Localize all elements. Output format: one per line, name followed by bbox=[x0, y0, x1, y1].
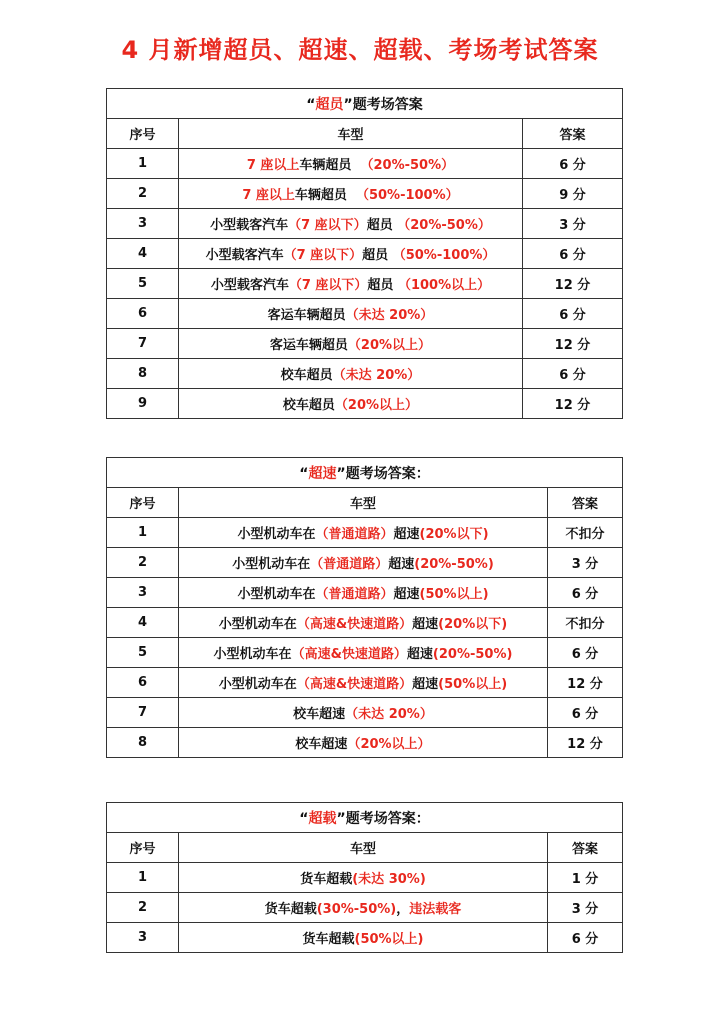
plain-text: 小型载客汽车 bbox=[210, 278, 289, 293]
row-number: 4 bbox=[107, 239, 179, 269]
plain-text: 校车超员 bbox=[280, 368, 333, 383]
vehicle-type bbox=[179, 548, 548, 578]
row-number: 4 bbox=[107, 608, 179, 638]
table-row bbox=[107, 518, 623, 548]
vehicle-type bbox=[179, 638, 548, 668]
row-number: 3 bbox=[107, 578, 179, 608]
vehicle-type bbox=[179, 269, 523, 299]
highlight-text: (未达 30%) bbox=[352, 872, 426, 887]
vehicle-type bbox=[179, 893, 548, 923]
row-number: 6 bbox=[107, 668, 179, 698]
vehicle-type bbox=[179, 389, 523, 419]
row-number: 8 bbox=[107, 359, 179, 389]
row-number: 3 bbox=[107, 209, 179, 239]
answer-points: 6 分 bbox=[547, 578, 622, 608]
vehicle-type bbox=[179, 608, 548, 638]
highlight-text: (20%以下) bbox=[438, 617, 508, 632]
row-number: 8 bbox=[107, 728, 179, 758]
plain-text: 小型载客汽车 bbox=[205, 248, 284, 263]
highlight-text: （普通道路） bbox=[315, 587, 394, 602]
highlight-text: （20%以上） bbox=[347, 338, 432, 353]
answer-points: 6 分 bbox=[522, 359, 622, 389]
highlight-text: （未达 20%） bbox=[345, 308, 434, 323]
caption-keyword: 超速 bbox=[308, 465, 337, 482]
plain-text: 货车超载 bbox=[264, 902, 317, 917]
header-no: 序号 bbox=[107, 488, 179, 518]
vehicle-type bbox=[179, 728, 548, 758]
highlight-text: (50%以上) bbox=[419, 587, 489, 602]
answer-points: 3 分 bbox=[547, 893, 622, 923]
header-answer: 答案 bbox=[522, 119, 622, 149]
table-row bbox=[107, 329, 623, 359]
row-number: 1 bbox=[107, 149, 179, 179]
vehicle-type bbox=[179, 179, 523, 209]
caption-row bbox=[107, 458, 623, 488]
plain-text: 超速 bbox=[412, 617, 439, 632]
answer-points: 6 分 bbox=[547, 698, 622, 728]
vehicle-type bbox=[179, 359, 523, 389]
plain-text: 小型机动车在 bbox=[237, 527, 316, 542]
plain-text: 客运车辆超员 bbox=[269, 338, 348, 353]
highlight-text: (30%-50%) bbox=[316, 902, 397, 917]
table-row bbox=[107, 923, 623, 953]
vehicle-type bbox=[179, 239, 523, 269]
overspeed-table bbox=[106, 457, 623, 758]
plain-text: ， bbox=[396, 902, 410, 917]
plain-text: 超员 bbox=[367, 278, 394, 293]
plain-text: 超速 bbox=[388, 557, 415, 572]
highlight-text: （未达 20%） bbox=[345, 707, 433, 722]
vehicle-type bbox=[179, 578, 548, 608]
table-row bbox=[107, 578, 623, 608]
caption-suffix: ”题考场答案 bbox=[343, 96, 423, 113]
highlight-text: 7 座以上 bbox=[246, 158, 300, 173]
plain-text: 小型机动车在 bbox=[213, 647, 292, 662]
overload-passenger-table bbox=[106, 88, 623, 419]
table-row bbox=[107, 893, 623, 923]
answer-points: 6 分 bbox=[522, 299, 622, 329]
highlight-text: （高速&快速道路） bbox=[296, 677, 413, 692]
table-row bbox=[107, 728, 623, 758]
plain-text: 小型机动车在 bbox=[218, 677, 297, 692]
caption-keyword: 超员 bbox=[315, 96, 344, 113]
answer-points: 不扣分 bbox=[547, 518, 622, 548]
highlight-text: （高速&快速道路） bbox=[296, 617, 413, 632]
overload-cargo-table bbox=[106, 802, 623, 953]
table-row bbox=[107, 608, 623, 638]
table-row bbox=[107, 863, 623, 893]
answer-points: 3 分 bbox=[522, 209, 622, 239]
header-row bbox=[107, 488, 623, 518]
highlight-text: （20%以上） bbox=[334, 398, 419, 413]
highlight-text: （20%以上） bbox=[347, 737, 431, 752]
row-number: 2 bbox=[107, 548, 179, 578]
answer-points: 6 分 bbox=[522, 239, 622, 269]
row-number: 2 bbox=[107, 179, 179, 209]
answer-points: 1 分 bbox=[547, 863, 622, 893]
answer-points: 12 分 bbox=[522, 389, 622, 419]
table-row bbox=[107, 179, 623, 209]
highlight-text: (50%以上) bbox=[354, 932, 424, 947]
caption-suffix: ”题考场答案： bbox=[336, 810, 430, 827]
table-row bbox=[107, 389, 623, 419]
caption-open-quote: “ bbox=[299, 465, 309, 482]
vehicle-type bbox=[179, 698, 548, 728]
highlight-text: （普通道路） bbox=[315, 527, 394, 542]
table-row bbox=[107, 149, 623, 179]
table-row bbox=[107, 239, 623, 269]
answer-points: 12 分 bbox=[522, 329, 622, 359]
highlight-text: (20%-50%) bbox=[432, 647, 513, 662]
highlight-text: （20%-50%） bbox=[392, 218, 491, 233]
plain-text: 校车超速 bbox=[295, 737, 348, 752]
row-number: 3 bbox=[107, 923, 179, 953]
plain-text: 超速 bbox=[393, 587, 420, 602]
header-no: 序号 bbox=[107, 833, 179, 863]
row-number: 5 bbox=[107, 269, 179, 299]
plain-text: 校车超员 bbox=[282, 398, 335, 413]
vehicle-type bbox=[179, 149, 523, 179]
caption-suffix: ”题考场答案： bbox=[336, 465, 430, 482]
table-row bbox=[107, 299, 623, 329]
vehicle-type bbox=[179, 923, 548, 953]
highlight-text: （50%-100%） bbox=[388, 248, 496, 263]
header-row bbox=[107, 833, 623, 863]
row-number: 1 bbox=[107, 518, 179, 548]
plain-text: 超速 bbox=[393, 527, 420, 542]
row-number: 7 bbox=[107, 698, 179, 728]
table-row bbox=[107, 359, 623, 389]
row-number: 7 bbox=[107, 329, 179, 359]
vehicle-type bbox=[179, 668, 548, 698]
caption-row bbox=[107, 803, 623, 833]
highlight-text: 7 座以上 bbox=[242, 188, 295, 203]
header-type: 车型 bbox=[179, 119, 523, 149]
table-caption bbox=[107, 458, 623, 488]
highlight-text: (20%-50%) bbox=[414, 557, 494, 572]
highlight-text: （7 座以下） bbox=[288, 278, 368, 293]
caption-keyword: 超载 bbox=[308, 810, 337, 827]
plain-text: 小型载客汽车 bbox=[210, 218, 289, 233]
row-number: 6 bbox=[107, 299, 179, 329]
caption-open-quote: “ bbox=[306, 96, 316, 113]
vehicle-type bbox=[179, 863, 548, 893]
caption-open-quote: “ bbox=[299, 810, 309, 827]
answer-points: 不扣分 bbox=[547, 608, 622, 638]
vehicle-type bbox=[179, 518, 548, 548]
plain-text: 货车超载 bbox=[302, 932, 355, 947]
highlight-text: （20%-50%） bbox=[351, 158, 455, 173]
plain-text: 超速 bbox=[406, 647, 433, 662]
plain-text: 超员 bbox=[366, 218, 393, 233]
header-answer: 答案 bbox=[547, 833, 622, 863]
highlight-text: （7 座以下） bbox=[288, 218, 367, 233]
answer-points: 3 分 bbox=[547, 548, 622, 578]
highlight-text: (50%以上) bbox=[438, 677, 508, 692]
table-row bbox=[107, 698, 623, 728]
caption-row bbox=[107, 89, 623, 119]
highlight-text: 违法载客 bbox=[409, 902, 462, 917]
highlight-text: (20%以下) bbox=[419, 527, 489, 542]
plain-text: 超员 bbox=[362, 248, 389, 263]
answer-points: 9 分 bbox=[522, 179, 622, 209]
header-type: 车型 bbox=[179, 488, 548, 518]
table-row bbox=[107, 269, 623, 299]
plain-text: 车辆超员 bbox=[294, 188, 347, 203]
plain-text: 客运车辆超员 bbox=[267, 308, 346, 323]
plain-text: 小型机动车在 bbox=[218, 617, 297, 632]
answer-points: 12 分 bbox=[522, 269, 622, 299]
vehicle-type bbox=[179, 329, 523, 359]
highlight-text: （普通道路） bbox=[310, 557, 389, 572]
highlight-text: （7 座以下） bbox=[283, 248, 363, 263]
plain-text: 小型机动车在 bbox=[237, 587, 316, 602]
plain-text: 小型机动车在 bbox=[232, 557, 311, 572]
plain-text: 货车超载 bbox=[300, 872, 353, 887]
highlight-text: （未达 20%） bbox=[332, 368, 421, 383]
plain-text: 车辆超员 bbox=[299, 158, 352, 173]
row-number: 2 bbox=[107, 893, 179, 923]
table-row bbox=[107, 638, 623, 668]
table-row bbox=[107, 548, 623, 578]
row-number: 1 bbox=[107, 863, 179, 893]
highlight-text: （100%以上） bbox=[393, 278, 491, 293]
plain-text: 校车超速 bbox=[293, 707, 346, 722]
table-row bbox=[107, 209, 623, 239]
highlight-text: （高速&快速道路） bbox=[291, 647, 407, 662]
answer-points: 6 分 bbox=[547, 923, 622, 953]
vehicle-type bbox=[179, 209, 523, 239]
table-caption bbox=[107, 89, 623, 119]
highlight-text: （50%-100%） bbox=[346, 188, 459, 203]
header-no: 序号 bbox=[107, 119, 179, 149]
row-number: 5 bbox=[107, 638, 179, 668]
header-answer: 答案 bbox=[547, 488, 622, 518]
table-row bbox=[107, 668, 623, 698]
header-type: 车型 bbox=[179, 833, 548, 863]
answer-points: 6 分 bbox=[522, 149, 622, 179]
page-title: 4 月新增超员、超速、超载、考场考试答案 bbox=[121, 36, 599, 64]
row-number: 9 bbox=[107, 389, 179, 419]
table-caption bbox=[107, 803, 623, 833]
answer-points: 12 分 bbox=[547, 668, 622, 698]
header-row bbox=[107, 119, 623, 149]
plain-text: 超速 bbox=[412, 677, 439, 692]
vehicle-type bbox=[179, 299, 523, 329]
answer-points: 6 分 bbox=[547, 638, 622, 668]
answer-points: 12 分 bbox=[547, 728, 622, 758]
